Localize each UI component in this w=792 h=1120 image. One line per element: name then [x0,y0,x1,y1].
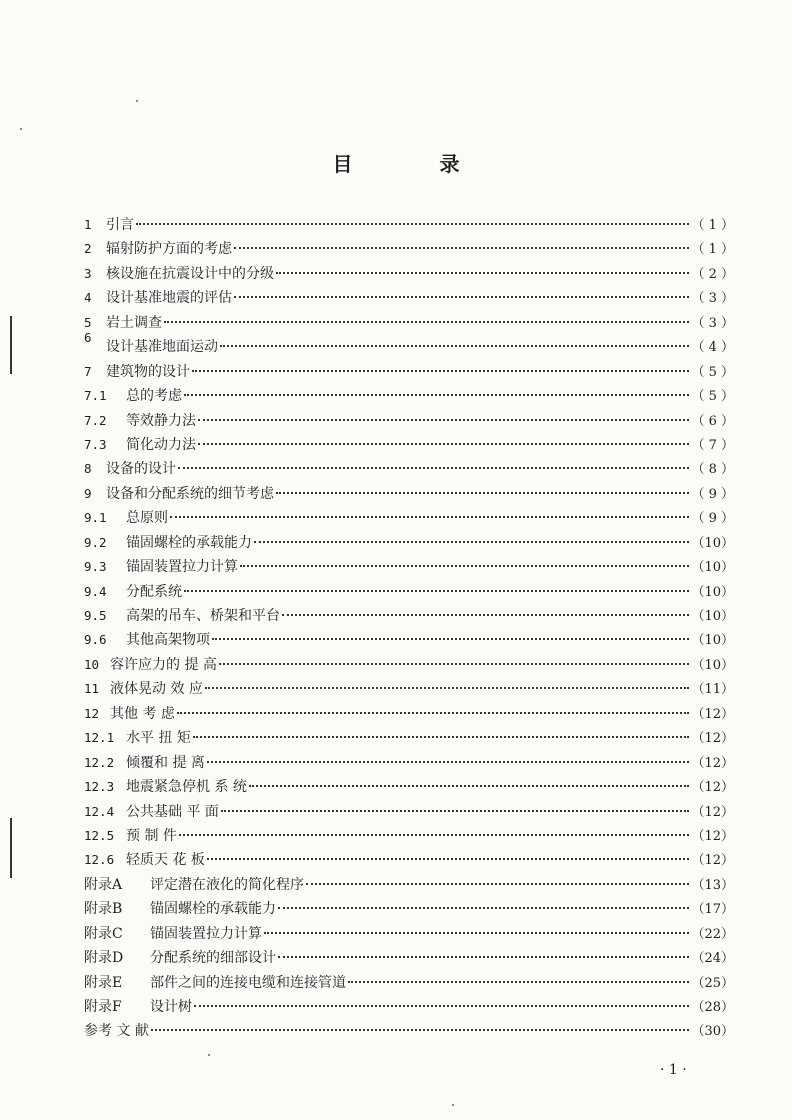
toc-entry-page: （11） [691,682,734,698]
toc-leader-dots [276,272,689,274]
toc-leader-dots [212,638,689,640]
toc-entry [84,947,734,971]
toc-entry-page: （ 4 ） [691,340,734,356]
toc-entry [84,605,734,629]
toc-entry [84,556,734,580]
toc-entry-page: （ 8 ） [691,462,734,478]
toc-entry [84,214,734,238]
toc-entry [84,629,734,653]
toc-entry-title: 设计基准地面运动 [106,339,218,356]
toc-entry [84,801,734,825]
toc-entry-title: 锚固装置拉力计算 [150,925,262,942]
toc-leader-dots [264,932,689,934]
toc-leader-dots [193,736,690,738]
toc-leader-dots [276,492,689,494]
toc-leader-dots [205,687,690,689]
toc-leader-dots [219,663,690,665]
toc-entry-title: 容许应力的 提 高 [110,656,217,673]
toc-leader-dots [240,565,689,567]
toc-entry [84,874,734,898]
toc-entry [84,703,734,727]
toc-entry-title: 高架的吊车、桥架和平台 [126,608,280,624]
toc-entry-page: （10） [691,560,734,576]
toc-leader-dots [278,907,689,909]
toc-entry-number: 3 [84,265,92,281]
toc-entry-title: 锚固螺栓的承载能力 [126,534,252,551]
toc-entry-number: 10 [84,656,100,672]
scan-speck [136,100,138,102]
toc-entry [84,972,734,996]
toc-entry [84,434,734,458]
toc-entry-page: （28） [691,1000,734,1015]
toc-entry-number: 12.3 [84,779,115,795]
toc-leader-dots [207,858,690,860]
toc-entry-page: （ 3 ） [691,315,734,331]
toc-entry-page: （13） [691,877,734,893]
toc-entry-title: 建筑物的设计 [106,363,190,380]
toc-leader-dots [136,223,689,225]
toc-entry [84,238,734,262]
toc-entry-page: （30） [691,1024,734,1040]
toc-entry-title: 轻质天 花 板 [126,852,205,869]
toc-entry-number: 12.4 [84,803,115,819]
toc-entry-page: （ 1 ） [691,242,734,258]
toc-entry-number: 8 [84,461,92,477]
toc-leader-dots [177,712,690,714]
toc-entry-title: 岩土调查 [106,314,162,331]
margin-mark [10,818,12,878]
toc-entry-title: 其他高架物项 [126,632,210,649]
toc-entry-page: （ 9 ） [691,486,734,502]
toc-entry-number: 12.5 [84,827,115,843]
toc-entry-number: 9.4 [84,583,107,599]
toc-leader-dots [234,296,689,298]
scan-speck [208,1054,210,1056]
table-of-contents [84,214,734,1045]
toc-entry-title: 评定潜在液化的简化程序 [150,876,304,893]
toc-entry-number: 1 [84,217,92,232]
toc-entry-page: （17） [691,902,734,918]
toc-entry-title: 分配系统的细部设计 [150,950,276,967]
toc-entry-page: （ 2 ） [691,266,734,282]
toc-entry-title: 锚固螺栓的承载能力 [150,901,276,918]
toc-entry-number: 附录E [84,974,123,991]
toc-entry-title: 总原则 [126,510,168,527]
toc-leader-dots [198,419,689,421]
toc-entry [84,752,734,776]
toc-entry-number: 4 [84,290,92,306]
toc-entry-number: 5 [84,314,92,330]
toc-leader-dots [151,1029,690,1031]
toc-entry-page: （ 3 ） [691,291,734,307]
page-number: · 1 · [660,1062,687,1078]
toc-entry [84,361,734,385]
toc-entry-title: 设备的设计 [106,461,176,478]
toc-entry-page: （12） [691,731,734,747]
toc-entry-page: （10） [691,657,734,673]
toc-entry-number: 附录F [84,999,122,1015]
toc-entry-number: 7.2 [84,412,107,428]
scan-speck [20,128,22,130]
toc-entry [84,727,734,751]
toc-entry-number: 7.1 [84,388,107,404]
toc-entry-page: （22） [691,926,734,942]
toc-entry-page: （ 5 ） [691,364,734,380]
toc-entry-page: （ 6 ） [691,413,734,429]
toc-entry-title: 公共基础 平 面 [126,803,219,820]
toc-entry-title: 设计树 [150,999,192,1015]
toc-entry-page: （ 5 ） [691,389,734,405]
toc-entry-title: 部件之间的连接电缆和连接管道 [150,974,346,991]
page-title: 目 录 [332,152,500,176]
toc-entry-number: 7 [84,363,92,379]
toc-leader-dots [184,590,689,592]
toc-entry [84,458,734,482]
toc-entry-page: （24） [691,951,734,967]
toc-entry [84,654,734,678]
toc-entry-number: 7.3 [84,436,107,452]
toc-entry-page: （10） [691,584,734,600]
toc-entry-title: 锚固装置拉力计算 [126,559,238,576]
toc-entry-title: 等效静力法 [126,412,196,429]
toc-entry [84,581,734,605]
toc-entry-number: 9.5 [84,608,107,623]
toc-entry-number: 附录B [84,901,123,918]
toc-leader-dots [198,443,689,445]
toc-entry [84,996,734,1020]
toc-leader-dots [234,247,689,249]
toc-leader-dots [192,370,689,372]
toc-entry-page: （12） [691,755,734,771]
toc-entry-page: （12） [691,706,734,722]
toc-entry [84,287,734,311]
toc-entry-number: 附录A [84,876,123,893]
toc-entry [84,263,734,287]
toc-leader-dots [170,516,689,518]
toc-leader-dots [178,467,689,469]
toc-entry [84,483,734,507]
toc-entry [84,825,734,849]
toc-entry-number: 6 [84,330,92,346]
toc-entry-title: 辐射防护方面的考虑 [106,241,232,258]
toc-entry-number: 9.3 [84,559,107,575]
toc-entry-title: 总的考虑 [126,388,182,405]
toc-leader-dots [164,321,689,323]
toc-leader-dots [221,810,690,812]
toc-entry-page: （ 7 ） [691,437,734,453]
toc-entry-number: 附录D [84,950,124,967]
toc-leader-dots [348,981,689,983]
toc-entry-page: （ 9 ） [691,511,734,527]
toc-entry-title: 设计基准地震的评估 [106,290,232,307]
toc-entry-number: 9.2 [84,534,107,550]
toc-entry-number: 12.1 [84,730,115,746]
toc-entry-title: 简化动力法 [126,436,196,453]
toc-entry-page: （12） [691,780,734,796]
toc-entry-page: （10） [691,609,734,624]
toc-leader-dots [194,1005,689,1007]
toc-entry-page: （ 1 ） [691,218,734,233]
toc-entry [84,849,734,873]
toc-entry-title: 地震紧急停机 系 统 [126,779,247,796]
toc-leader-dots [207,761,690,763]
toc-entry [84,678,734,702]
toc-entry-number: 9 [84,485,92,501]
toc-entry [84,330,734,360]
toc-entry [84,507,734,531]
toc-leader-dots [278,956,689,958]
toc-entry-page: （12） [691,828,734,844]
toc-leader-dots [254,541,689,543]
toc-entry-page: （12） [691,804,734,820]
toc-entry-title: 参考 文 献 [84,1023,149,1040]
toc-entry [84,776,734,800]
toc-entry-number: 9.1 [84,510,107,526]
margin-mark [10,316,12,374]
toc-entry-title: 核设施在抗震设计中的分级 [106,265,274,282]
toc-entry [84,410,734,434]
toc-leader-dots [306,883,689,885]
toc-entry-number: 附录C [84,925,123,942]
toc-entry-number: 2 [84,241,92,257]
toc-leader-dots [220,345,689,347]
toc-entry [84,385,734,409]
toc-entry-page: （25） [691,975,734,991]
toc-entry-page: （10） [691,535,734,551]
toc-entry-title: 液体晃动 效 应 [110,681,203,698]
scan-speck [452,1104,454,1106]
toc-entry-title: 引言 [106,217,134,233]
toc-entry-title: 其他 考 虑 [110,705,175,722]
toc-leader-dots [282,614,689,616]
toc-entry-title: 水平 扭 矩 [126,730,191,747]
toc-entry-title: 分配系统 [126,583,182,600]
toc-entry-title: 倾覆和 提 离 [126,754,205,771]
toc-entry [84,923,734,947]
toc-leader-dots [249,785,690,787]
toc-entry-number: 12.2 [84,754,115,770]
toc-entry-page: （12） [691,853,734,869]
toc-entry [84,898,734,922]
toc-entry-number: 9.6 [84,632,107,648]
toc-entry-number: 11 [84,681,100,697]
toc-leader-dots [184,394,689,396]
toc-entry-title: 设备和分配系统的细节考虑 [106,485,274,502]
toc-entry-number: 12 [84,705,100,721]
toc-leader-dots [179,834,690,836]
toc-entry-number: 12.6 [84,852,115,868]
toc-entry [84,532,734,556]
toc-entry [84,1020,734,1044]
toc-entry-page: （10） [691,633,734,649]
toc-entry [84,312,734,336]
toc-entry-title: 预 制 件 [126,827,177,844]
